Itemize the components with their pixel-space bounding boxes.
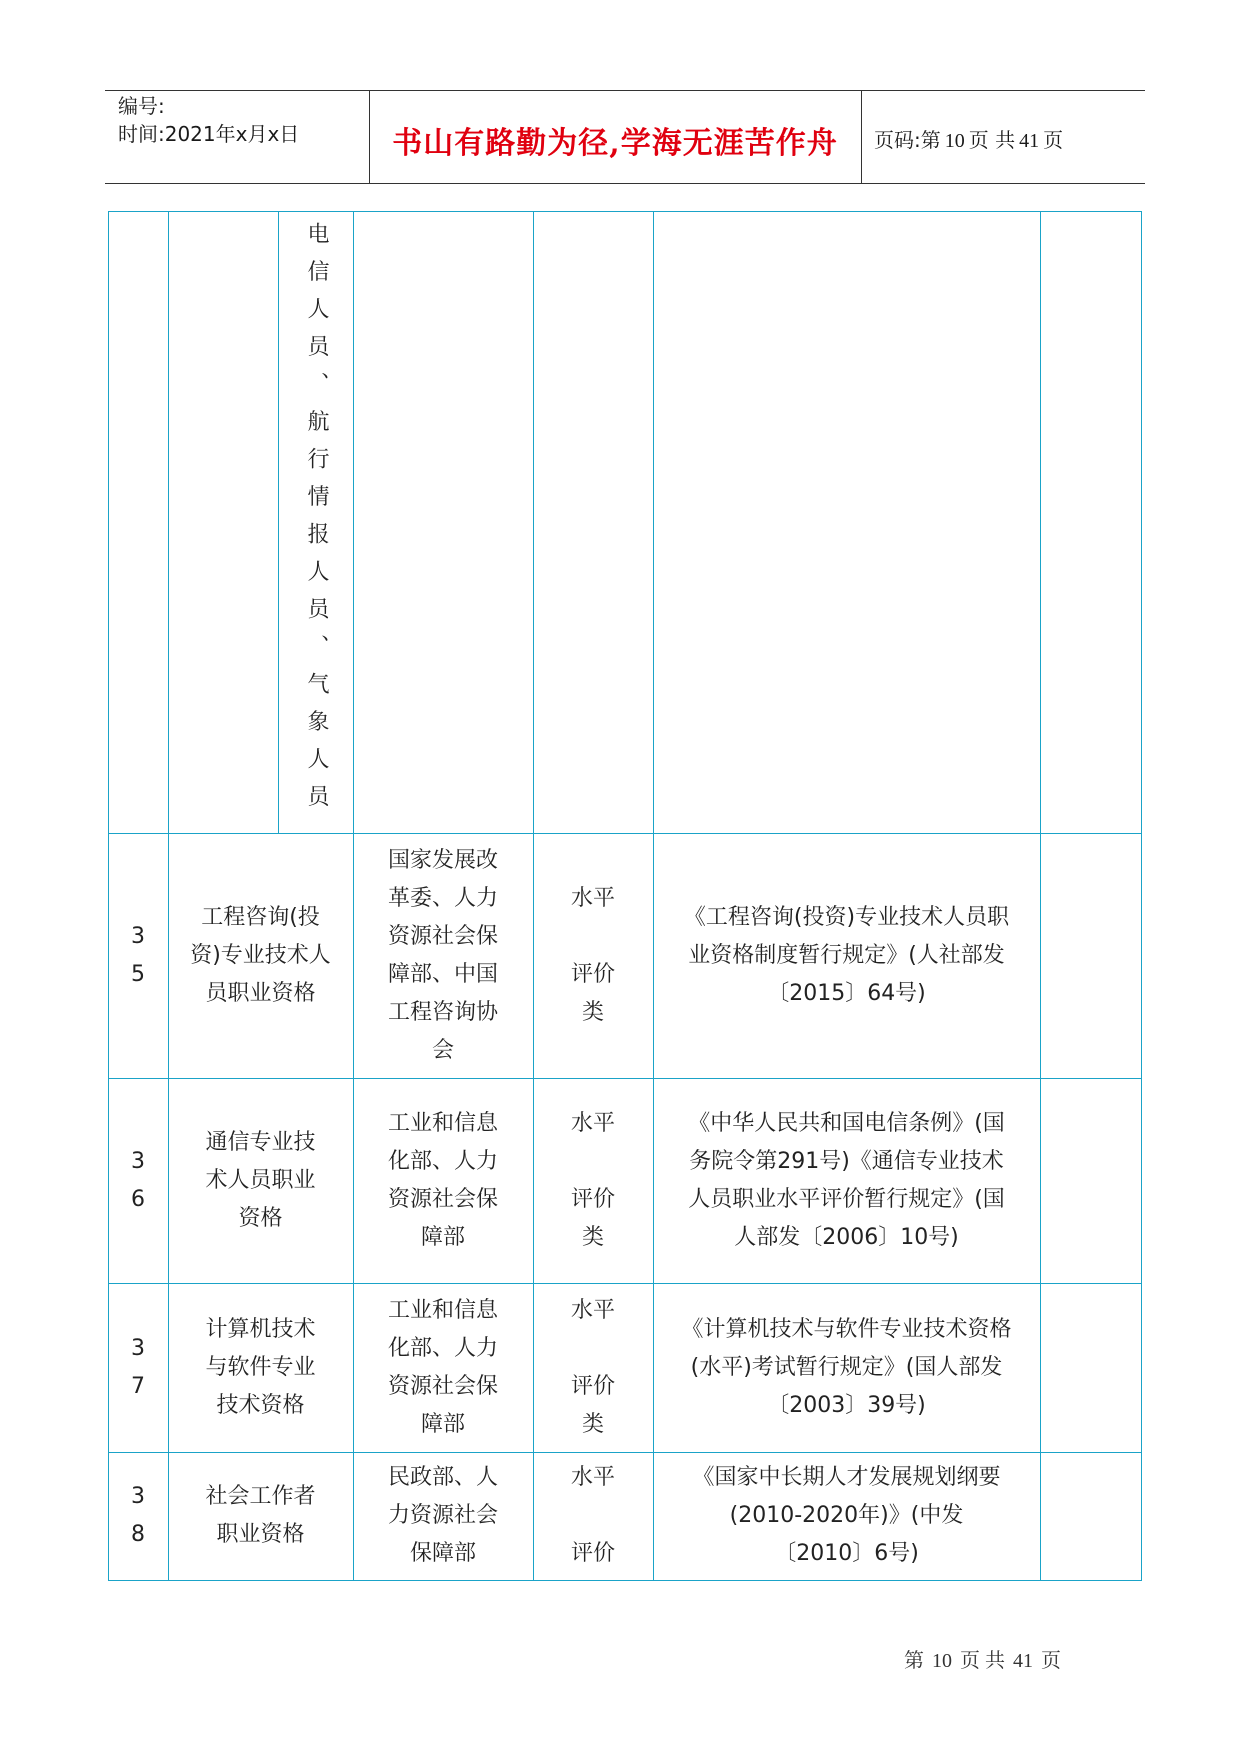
category-text: 水平: [570, 1297, 615, 1323]
header-motto: 书山有路勤为径,学海无涯苦作舟: [392, 126, 838, 161]
qualification-category: [533, 1283, 653, 1452]
header-bottom-rule: [105, 183, 1145, 184]
header-page-info: [874, 124, 1063, 153]
page-total: 41: [1019, 130, 1040, 152]
category-text: 评价: [570, 1373, 615, 1399]
row-number: [108, 1452, 168, 1580]
row-number-digit: 5: [131, 961, 145, 987]
qualification-category: [533, 833, 653, 1078]
legal-basis: 《工程咨询(投资)专业技术人员职业资格制度暂行规定》(人社部发〔2015〕64号): [683, 904, 1010, 1006]
row-number-digit: 8: [131, 1522, 145, 1547]
continued-scope-text: 电信人员、航行情报人员、气象人员: [304, 222, 329, 822]
category-text: 类: [581, 1224, 604, 1250]
issuing-agency: 工业和信息化部、人力资源社会保障部: [387, 1110, 498, 1250]
footer-prefix: 第: [904, 1650, 924, 1672]
header-divider: [861, 90, 862, 184]
footer-page-total: 41: [1013, 1650, 1033, 1672]
qualification-category: [533, 1452, 653, 1580]
category-text: 水平: [570, 885, 615, 911]
header-top-rule: [105, 90, 1145, 91]
row-number-digit: 3: [131, 923, 145, 949]
qualification-category: [533, 1078, 653, 1283]
footer-mid: 页 共: [960, 1650, 1005, 1672]
issuing-agency: 国家发展改革委、人力资源社会保障部、中国工程咨询协会: [387, 847, 498, 1063]
header-meta: [118, 92, 299, 148]
footer-page-number: 10: [932, 1650, 952, 1672]
category-text: 类: [581, 999, 604, 1025]
row-number-digit: 3: [131, 1484, 145, 1509]
qualification-name: 通信专业技术人员职业资格: [205, 1129, 316, 1231]
legal-basis: 《国家中长期人才发展规划纲要(2010-2020年)》(中发〔2010〕6号): [692, 1465, 1001, 1566]
row-number: [108, 833, 168, 1078]
category-text: 水平: [570, 1110, 615, 1136]
grid-line: [1141, 211, 1142, 1581]
category-text: 评价: [570, 1541, 615, 1566]
row-number-digit: 7: [131, 1373, 145, 1399]
row-number-digit: 3: [131, 1148, 145, 1174]
qualification-name: 工程咨询(投资)专业技术人员职业资格: [190, 904, 331, 1006]
code-label: 编号:: [118, 94, 165, 118]
page-mid: 页 共: [968, 128, 1016, 152]
category-text: 评价: [570, 961, 615, 987]
qualification-name: 计算机技术与软件专业技术资格: [205, 1316, 316, 1418]
page-footer: [900, 1644, 1065, 1673]
legal-basis: 《计算机技术与软件专业技术资格(水平)考试暂行规定》(国人部发〔2003〕39号): [681, 1316, 1012, 1418]
category-text: 类: [581, 1411, 604, 1437]
qualification-table: [108, 211, 1142, 1581]
page-prefix: 页码:第: [874, 128, 941, 152]
legal-basis: 《中华人民共和国电信条例》(国务院令第291号)《通信专业技术人员职业水平评价暂行规定》(国人部发〔2006〕10号): [688, 1110, 1005, 1250]
issuing-agency: 工业和信息化部、人力资源社会保障部: [387, 1297, 498, 1437]
page-number: 10: [944, 130, 965, 152]
category-text: 评价: [570, 1186, 615, 1212]
row-number-digit: 3: [131, 1335, 145, 1361]
page-suffix: 页: [1043, 128, 1064, 152]
time-label: 时间:2021年x月x日: [118, 122, 300, 146]
row-number: [108, 1078, 168, 1283]
row-number-digit: 6: [131, 1186, 145, 1212]
issuing-agency: 民政部、人力资源社会保障部: [387, 1465, 498, 1566]
grid-line: [1040, 211, 1041, 1581]
grid-line: [108, 211, 1142, 212]
qualification-name: 社会工作者职业资格: [205, 1484, 316, 1547]
grid-line: [108, 1580, 1142, 1581]
category-text: 水平: [570, 1465, 615, 1490]
row-number: [108, 1283, 168, 1452]
footer-suffix: 页: [1041, 1650, 1061, 1672]
